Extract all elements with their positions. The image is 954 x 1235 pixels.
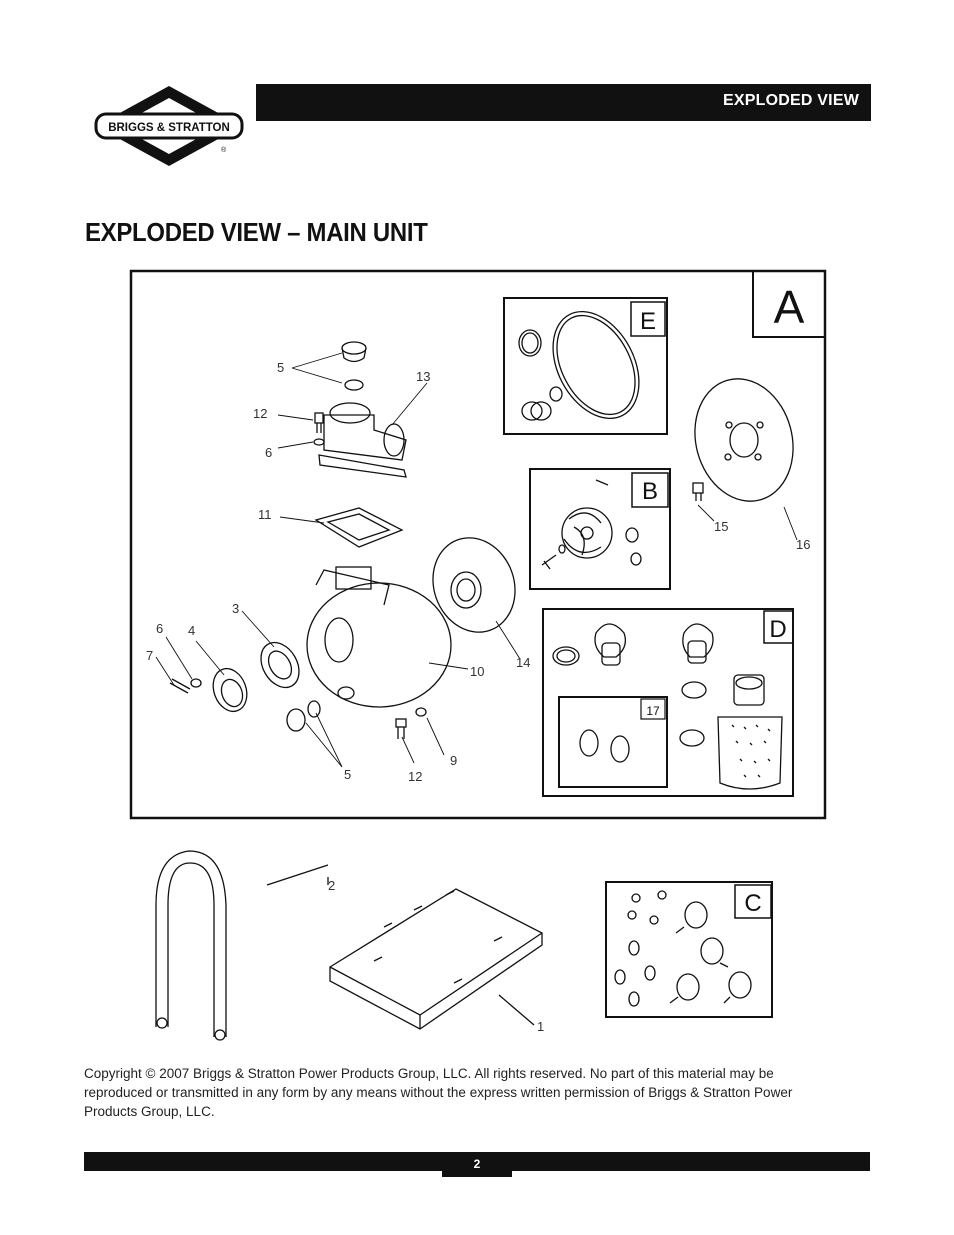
callout-1: 1 bbox=[537, 1019, 545, 1034]
footer-bar-right bbox=[512, 1152, 870, 1171]
briggs-stratton-logo bbox=[92, 84, 246, 168]
box-label-a: A bbox=[773, 281, 805, 333]
callout-7: 7 bbox=[146, 648, 154, 663]
handle-and-frame bbox=[156, 851, 545, 1040]
callout-6a: 6 bbox=[265, 445, 273, 460]
box-label-c: C bbox=[744, 890, 762, 917]
callout-14: 14 bbox=[516, 655, 531, 670]
logo-text: BRIGGS & STRATTON bbox=[108, 122, 230, 134]
page-number: 2 bbox=[442, 1152, 512, 1177]
header-bar bbox=[256, 84, 871, 121]
box-label-b: B bbox=[641, 478, 659, 505]
section-title: EXPLODED VIEW bbox=[723, 92, 859, 109]
callout-15: 15 bbox=[714, 519, 729, 534]
callout-16: 16 bbox=[796, 537, 811, 552]
callout-13: 13 bbox=[416, 369, 431, 384]
callout-10: 10 bbox=[470, 664, 485, 679]
callout-labels bbox=[146, 360, 810, 1034]
kit-b bbox=[530, 469, 670, 589]
box-label-d: D bbox=[769, 616, 787, 643]
callout-3: 3 bbox=[232, 601, 240, 616]
callout-6b: 6 bbox=[156, 621, 164, 636]
box-label-17: 17 bbox=[646, 704, 660, 718]
callout-5a: 5 bbox=[277, 360, 285, 375]
pump-parts bbox=[170, 342, 806, 739]
registered-mark: ® bbox=[221, 147, 227, 154]
callout-11: 11 bbox=[258, 507, 272, 522]
callout-2: 2 bbox=[328, 878, 336, 893]
kit-e bbox=[504, 297, 667, 434]
exploded-view-figure bbox=[84, 265, 874, 1045]
page-title: EXPLODED VIEW – MAIN UNIT bbox=[85, 217, 428, 247]
callout-12a: 12 bbox=[253, 406, 268, 421]
footer-bar-left bbox=[84, 1152, 442, 1171]
callout-9: 9 bbox=[450, 753, 458, 768]
box-label-e: E bbox=[639, 308, 657, 335]
callout-4: 4 bbox=[188, 623, 196, 638]
kit-c bbox=[606, 882, 772, 1017]
kit-17 bbox=[559, 697, 667, 787]
callout-12b: 12 bbox=[408, 769, 423, 784]
callout-5b: 5 bbox=[344, 767, 352, 782]
copyright-text: Copyright © 2007 Briggs & Stratton Power Products Group, LLC. All rights reserved. No part of this material may be reproduced or transmitted in any form by any means without the express written permission of Briggs & Stratton Power Products Group, LLC. bbox=[84, 1066, 793, 1119]
